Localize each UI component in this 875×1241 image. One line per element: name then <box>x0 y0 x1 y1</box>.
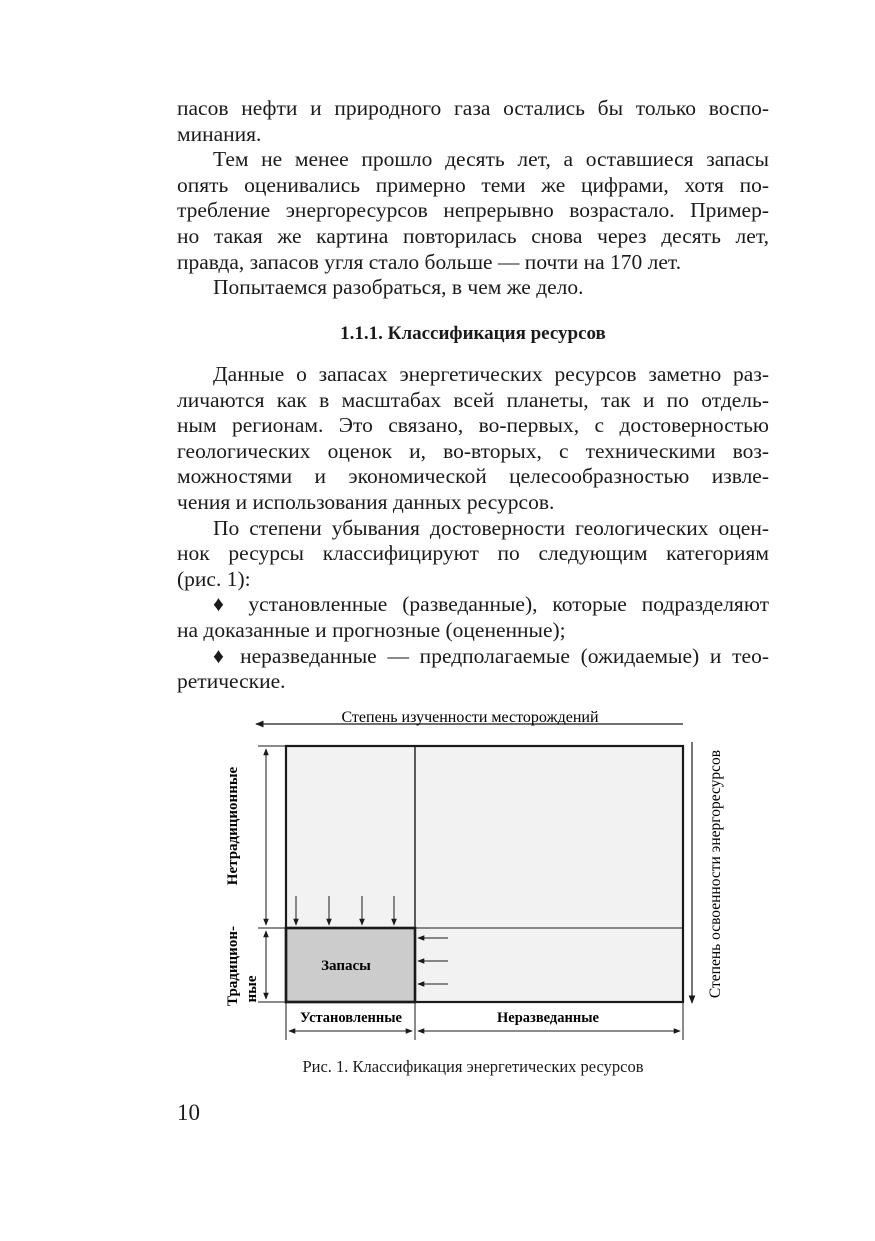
text-line: ♦ неразведанные — предполагаемые (ожидаемые) и тео- <box>213 643 769 668</box>
page-number: 10 <box>177 1100 200 1125</box>
text-line: (рис. 1): <box>177 566 251 591</box>
conventional-label-line1: Традицион- <box>225 926 241 1006</box>
undiscovered-label: Неразведанные <box>497 1010 599 1026</box>
figure-caption: Рис. 1. Классификация энергетических ресурсов <box>302 1057 644 1076</box>
reserves-label: Запасы <box>321 958 371 974</box>
unconventional-label: Нетрадиционные <box>225 766 241 886</box>
text-line: Тем не менее прошло десять лет, а оставшиеся запасы <box>213 147 769 172</box>
text-line: минания. <box>177 121 262 146</box>
text-line: Попытаемся разобраться, в чем же дело. <box>213 275 584 300</box>
conventional-label-line2: ные <box>244 975 260 1003</box>
text-line: нок ресурсы классифицируют по следующим категориям <box>177 541 769 566</box>
text-line: Данные о запасах энергетических ресурсов заметно раз- <box>213 362 769 386</box>
text-line: правда, запасов угля стало больше — почти на 170 лет. <box>177 249 682 274</box>
text-line: ♦ установленные (разведанные), которые подразделяют <box>213 592 769 617</box>
conventional-undiscovered-area <box>415 928 683 1002</box>
text-line: ным регионам. Это связано, во-первых, с достоверностью <box>177 413 769 438</box>
text-line: на доказанные и прогнозные (оцененные); <box>177 617 566 642</box>
unconventional-area <box>286 746 683 928</box>
text-line: чения и использования данных ресурсов. <box>177 489 555 514</box>
text-line: личаются как в масштабах всей планеты, так и по отдель- <box>177 387 769 412</box>
study-degree-label: Степень изученности месторождений <box>341 709 599 726</box>
development-degree-label: Степень освоенности энергоресурсов <box>707 749 724 999</box>
text-line: можностями и экономической целесообразностью извле- <box>177 464 769 489</box>
established-label: Установленные <box>300 1010 402 1026</box>
text-line: ретические. <box>177 669 286 694</box>
text-line: геологических оценок и, во-вторых, с техническими воз- <box>177 438 769 463</box>
text-line: пасов нефти и природного газа остались бы только воспо- <box>177 96 769 120</box>
text-line: требление энергоресурсов непрерывно возрастало. Пример- <box>177 198 769 223</box>
text-line: По степени убывания достоверности геологических оцен- <box>213 515 769 540</box>
text-line: опять оценивались примерно теми же цифрами, хотя по- <box>177 172 769 197</box>
section-heading: 1.1.1. Классификация ресурсов <box>340 323 606 344</box>
text-line: но такая же картина повторилась снова через десять лет, <box>177 223 769 248</box>
